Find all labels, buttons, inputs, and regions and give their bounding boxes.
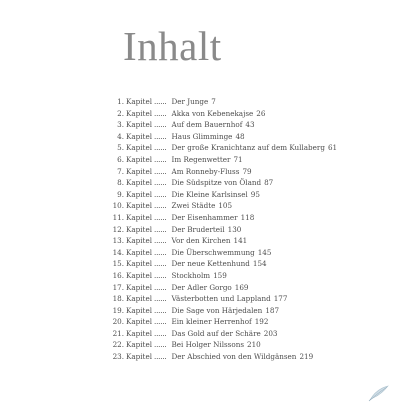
chapter-title: Das Gold auf der Schäre [171, 328, 261, 338]
chapter-title: Die Südspitze von Öland [171, 178, 262, 188]
chapter-number: 20. [112, 317, 124, 327]
page-number: 43 [245, 120, 255, 130]
chapter-title: Der neue Kettenhund [171, 259, 250, 269]
page-number: 141 [233, 236, 248, 246]
chapter-title: Die Kleine Karlsinsel [171, 189, 248, 199]
chapter-number: 23. [112, 352, 124, 362]
dot-leader: ...... [154, 224, 167, 234]
chapter-word: Kapitel [126, 166, 152, 176]
chapter-word: Kapitel [126, 305, 152, 315]
page-title: Inhalt [123, 23, 222, 69]
dot-leader: ...... [154, 108, 167, 118]
chapter-word: Kapitel [126, 352, 152, 362]
toc-entry [104, 224, 404, 236]
chapter-number: 19. [112, 305, 124, 315]
chapter-title: Der Bruderteil [171, 224, 225, 234]
chapter-number: 7. [117, 166, 124, 176]
chapter-word: Kapitel [126, 247, 152, 257]
toc-entry [104, 200, 404, 212]
chapter-word: Kapitel [126, 224, 152, 234]
chapter-number: 18. [112, 294, 124, 304]
toc-entry [104, 339, 404, 351]
page-number: 203 [263, 328, 278, 338]
chapter-title: Zwei Städte [171, 201, 216, 211]
chapter-title: Vor den Kirchen [171, 236, 231, 246]
chapter-word: Kapitel [126, 259, 152, 269]
page-number: 87 [264, 178, 274, 188]
chapter-word: Kapitel [126, 270, 152, 280]
chapter-number: 15. [112, 259, 124, 269]
chapter-title: Am Ronneby-Fluss [171, 166, 240, 176]
dot-leader: ...... [154, 120, 167, 130]
chapter-title: Der große Kranichtanz auf dem Kullaberg [171, 143, 325, 153]
chapter-title: Die Überschwemmung [171, 247, 255, 257]
chapter-number: 21. [112, 328, 124, 338]
dot-leader: ...... [154, 294, 167, 304]
chapter-word: Kapitel [126, 236, 152, 246]
chapter-number: 10. [112, 201, 124, 211]
chapter-word: Kapitel [126, 212, 152, 222]
page-number: 177 [273, 294, 288, 304]
page-number: 61 [327, 143, 338, 153]
chapter-number: 4. [117, 131, 124, 141]
toc-entry [104, 282, 404, 294]
page-number: 105 [218, 201, 233, 211]
chapter-word: Kapitel [126, 294, 152, 304]
dot-leader: ...... [154, 270, 167, 280]
feather-icon [368, 384, 390, 402]
table-of-contents [104, 96, 404, 363]
chapter-word: Kapitel [126, 154, 152, 164]
chapter-number: 17. [112, 282, 124, 292]
chapter-word: Kapitel [126, 120, 152, 130]
page-number: 71 [233, 154, 243, 164]
chapter-word: Kapitel [126, 328, 152, 338]
chapter-word: Kapitel [126, 97, 152, 106]
toc-entry [104, 142, 404, 154]
chapter-title: Im Regenwetter [171, 154, 231, 164]
toc-entry [104, 235, 404, 247]
chapter-word: Kapitel [126, 189, 152, 199]
page-number: 48 [235, 131, 245, 141]
toc-entry [104, 96, 404, 108]
toc-entry [104, 247, 404, 259]
chapter-title: Auf dem Bauernhof [171, 120, 243, 130]
page-number: 169 [234, 282, 249, 292]
dot-leader: ...... [154, 247, 167, 257]
toc-entry [104, 351, 404, 363]
toc-entry [104, 212, 404, 224]
toc-entry [104, 119, 404, 131]
chapter-title: Västerbotten und Lappland [171, 294, 271, 304]
chapter-title: Haus Glimminge [171, 131, 233, 141]
chapter-number: 12. [112, 224, 124, 234]
chapter-title: Ein kleiner Herrenhof [171, 317, 252, 327]
dot-leader: ...... [154, 236, 167, 246]
dot-leader: ...... [154, 317, 167, 327]
dot-leader: ...... [154, 189, 167, 199]
dot-leader: ...... [154, 201, 167, 211]
page-number: 145 [257, 247, 272, 257]
page-number: 79 [242, 166, 252, 176]
chapter-title: Stockholm [171, 270, 211, 280]
toc-entry [104, 177, 404, 189]
page-number: 187 [265, 305, 280, 315]
chapter-title: Der Junge [171, 97, 209, 106]
chapter-number: 13. [112, 236, 124, 246]
chapter-number: 8. [117, 178, 124, 188]
chapter-word: Kapitel [126, 108, 152, 118]
page-number: 118 [240, 212, 255, 222]
chapter-word: Kapitel [126, 317, 152, 327]
chapter-title: Die Sage von Härjedalen [171, 305, 263, 315]
chapter-title: Der Adler Gorgo [171, 282, 232, 292]
dot-leader: ...... [154, 131, 167, 141]
page-number: 192 [254, 317, 269, 327]
toc-entry [104, 258, 404, 270]
page-number: 219 [299, 352, 314, 362]
toc-entry [104, 166, 404, 178]
chapter-number: 1. [117, 97, 124, 106]
chapter-title: Akka von Kebenekajse [171, 108, 254, 118]
chapter-word: Kapitel [126, 340, 152, 350]
chapter-number: 9. [117, 189, 124, 199]
toc-entry [104, 154, 404, 166]
chapter-number: 16. [112, 270, 124, 280]
page-number: 95 [250, 189, 260, 199]
dot-leader: ...... [154, 328, 167, 338]
chapter-title: Bei Holger Nilssons [171, 340, 245, 350]
dot-leader: ...... [154, 154, 167, 164]
page-number: 130 [227, 224, 242, 234]
page-number: 159 [213, 270, 227, 280]
toc-entry [104, 108, 404, 120]
chapter-word: Kapitel [126, 282, 152, 292]
toc-entry [104, 189, 404, 201]
chapter-number: 22. [112, 340, 124, 350]
dot-leader: ...... [154, 305, 167, 315]
toc-entry [104, 328, 404, 340]
dot-leader: ...... [154, 97, 167, 106]
chapter-number: 3. [117, 120, 124, 130]
page-number: 210 [247, 340, 261, 350]
dot-leader: ...... [154, 143, 167, 153]
page-number: 26 [256, 108, 266, 118]
dot-leader: ...... [154, 352, 167, 362]
dot-leader: ...... [154, 212, 167, 222]
toc-entry [104, 131, 404, 143]
toc-entry [104, 305, 404, 317]
toc-entry [104, 270, 404, 282]
dot-leader: ...... [154, 259, 167, 269]
chapter-word: Kapitel [126, 178, 152, 188]
toc-entry [104, 293, 404, 305]
chapter-title: Der Abschied von den Wildgänsen [171, 352, 297, 362]
chapter-number: 6. [117, 154, 124, 164]
dot-leader: ...... [154, 166, 167, 176]
chapter-number: 2. [117, 108, 124, 118]
page-number: 154 [252, 259, 267, 269]
toc-entry [104, 316, 404, 328]
chapter-title: Der Eisenhammer [171, 212, 238, 222]
dot-leader: ...... [154, 178, 167, 188]
dot-leader: ...... [154, 282, 167, 292]
chapter-number: 5. [117, 143, 124, 153]
dot-leader: ...... [154, 340, 167, 350]
chapter-word: Kapitel [126, 201, 152, 211]
chapter-number: 14. [112, 247, 124, 257]
chapter-number: 11. [112, 212, 124, 222]
chapter-word: Kapitel [126, 131, 152, 141]
chapter-word: Kapitel [126, 143, 152, 153]
page-number: 7 [211, 97, 216, 106]
